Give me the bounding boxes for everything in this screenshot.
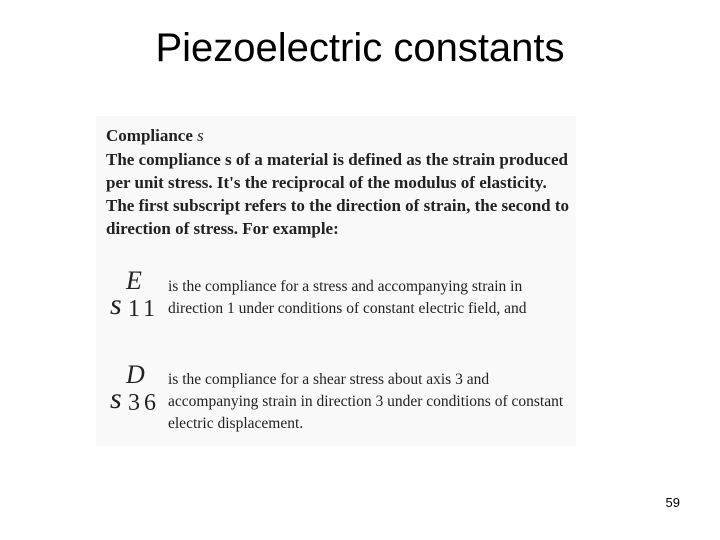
symbol-subscript: 11 [128,296,160,322]
compliance-excerpt-image [96,116,576,446]
symbol-subscript: 36 [128,390,160,416]
compliance-intro: The compliance s of a material is defined as the strain produced per unit stress. It's the reciprocal of the modulus of elasticity. The first subscript refers to the direction of strain, the second to direction of stress. For example: [106,150,570,238]
compliance-heading-symbol: s [197,126,204,145]
definition-sD36: is the compliance for a shear stress about axis 3 and accompanying strain in direction 3 under conditions of constant electric displacement. [168,371,564,432]
symbol-base: s [110,382,122,415]
page-number: 59 [665,495,680,510]
compliance-heading [106,126,204,146]
symbol-superscript: E [126,266,142,295]
definition-sE11: is the compliance for a stress and accompanying strain in direction 1 under conditions of constant electric field, and [168,278,527,317]
compliance-heading-text: Compliance [106,126,193,145]
symbol-base: s [110,288,122,321]
symbol-superscript: D [126,360,145,389]
slide-title: Piezoelectric constants [155,26,565,70]
